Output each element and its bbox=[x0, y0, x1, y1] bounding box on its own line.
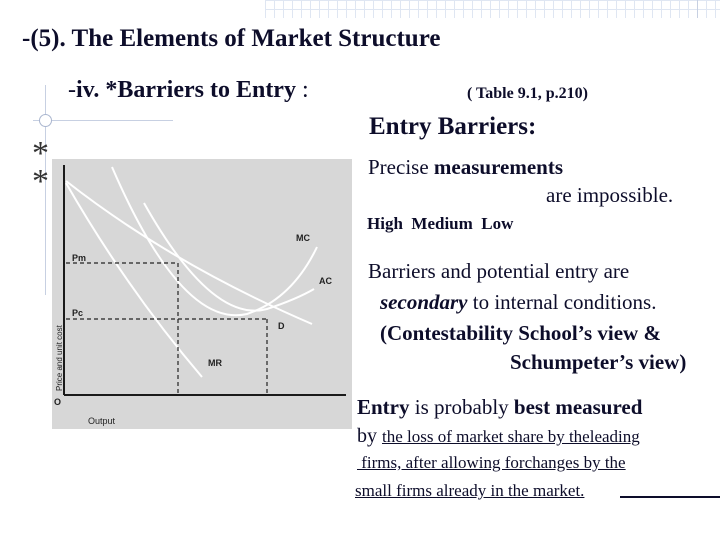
pm-label: Pm bbox=[72, 253, 87, 263]
mc-label: MC bbox=[296, 233, 310, 243]
pc-label: Pc bbox=[72, 308, 84, 318]
y-axis-label: Price and unit cost bbox=[55, 325, 64, 391]
decorative-horizontal-line bbox=[33, 120, 173, 121]
barrier-levels: High Medium Low bbox=[367, 214, 514, 233]
impossible-line: are impossible. bbox=[546, 183, 674, 207]
by-word: by bbox=[357, 425, 382, 447]
x-axis-label: Output bbox=[88, 416, 116, 426]
secondary-rest: to internal conditions. bbox=[467, 290, 657, 314]
subtitle-colon: : bbox=[301, 77, 309, 103]
decorative-circle bbox=[39, 114, 52, 127]
secondary-emphasis: secondary bbox=[380, 290, 468, 314]
small-firms-line: small firms already in the market. bbox=[355, 481, 585, 500]
underline-extension bbox=[620, 496, 720, 498]
precise-text: Precise bbox=[368, 155, 434, 179]
best-measured-text: best measured bbox=[513, 395, 643, 419]
entry-measured-line bbox=[357, 395, 642, 420]
origin-label: O bbox=[54, 397, 62, 407]
d-label: D bbox=[278, 321, 285, 331]
mr-label: MR bbox=[208, 358, 222, 368]
double-asterisk: * * bbox=[32, 135, 49, 200]
figure-background bbox=[52, 159, 352, 429]
subtitle-dash: - bbox=[68, 77, 76, 103]
entry-barriers-heading: Entry Barriers: bbox=[369, 113, 537, 140]
entry-word: Entry bbox=[357, 395, 410, 419]
decorative-grid bbox=[265, 0, 720, 18]
contestability-line: (Contestability School’s view & bbox=[380, 321, 661, 345]
ac-label: AC bbox=[319, 276, 332, 286]
market-structure-figure bbox=[52, 159, 352, 429]
schumpeter-line: Schumpeter’s view) bbox=[510, 350, 687, 374]
barriers-line: Barriers and potential entry are bbox=[368, 259, 630, 283]
section-subtitle bbox=[68, 77, 309, 104]
subtitle-label: *Barriers to Entry bbox=[105, 77, 296, 103]
firms-line: firms, after allowing forchanges by the bbox=[357, 453, 626, 472]
table-reference: ( Table 9.1, p.210) bbox=[467, 85, 588, 102]
by-line bbox=[357, 425, 640, 448]
slide-title: -(5). The Elements of Market Structure bbox=[22, 25, 441, 52]
decorative-line bbox=[697, 0, 698, 18]
precise-line bbox=[368, 155, 563, 180]
entry-middle: is probably bbox=[409, 395, 514, 419]
market-share-text: the loss of market share by theleading bbox=[382, 427, 640, 446]
measurements-text: measurements bbox=[433, 155, 563, 179]
secondary-line bbox=[380, 290, 656, 315]
subtitle-roman: iv. bbox=[76, 77, 100, 103]
